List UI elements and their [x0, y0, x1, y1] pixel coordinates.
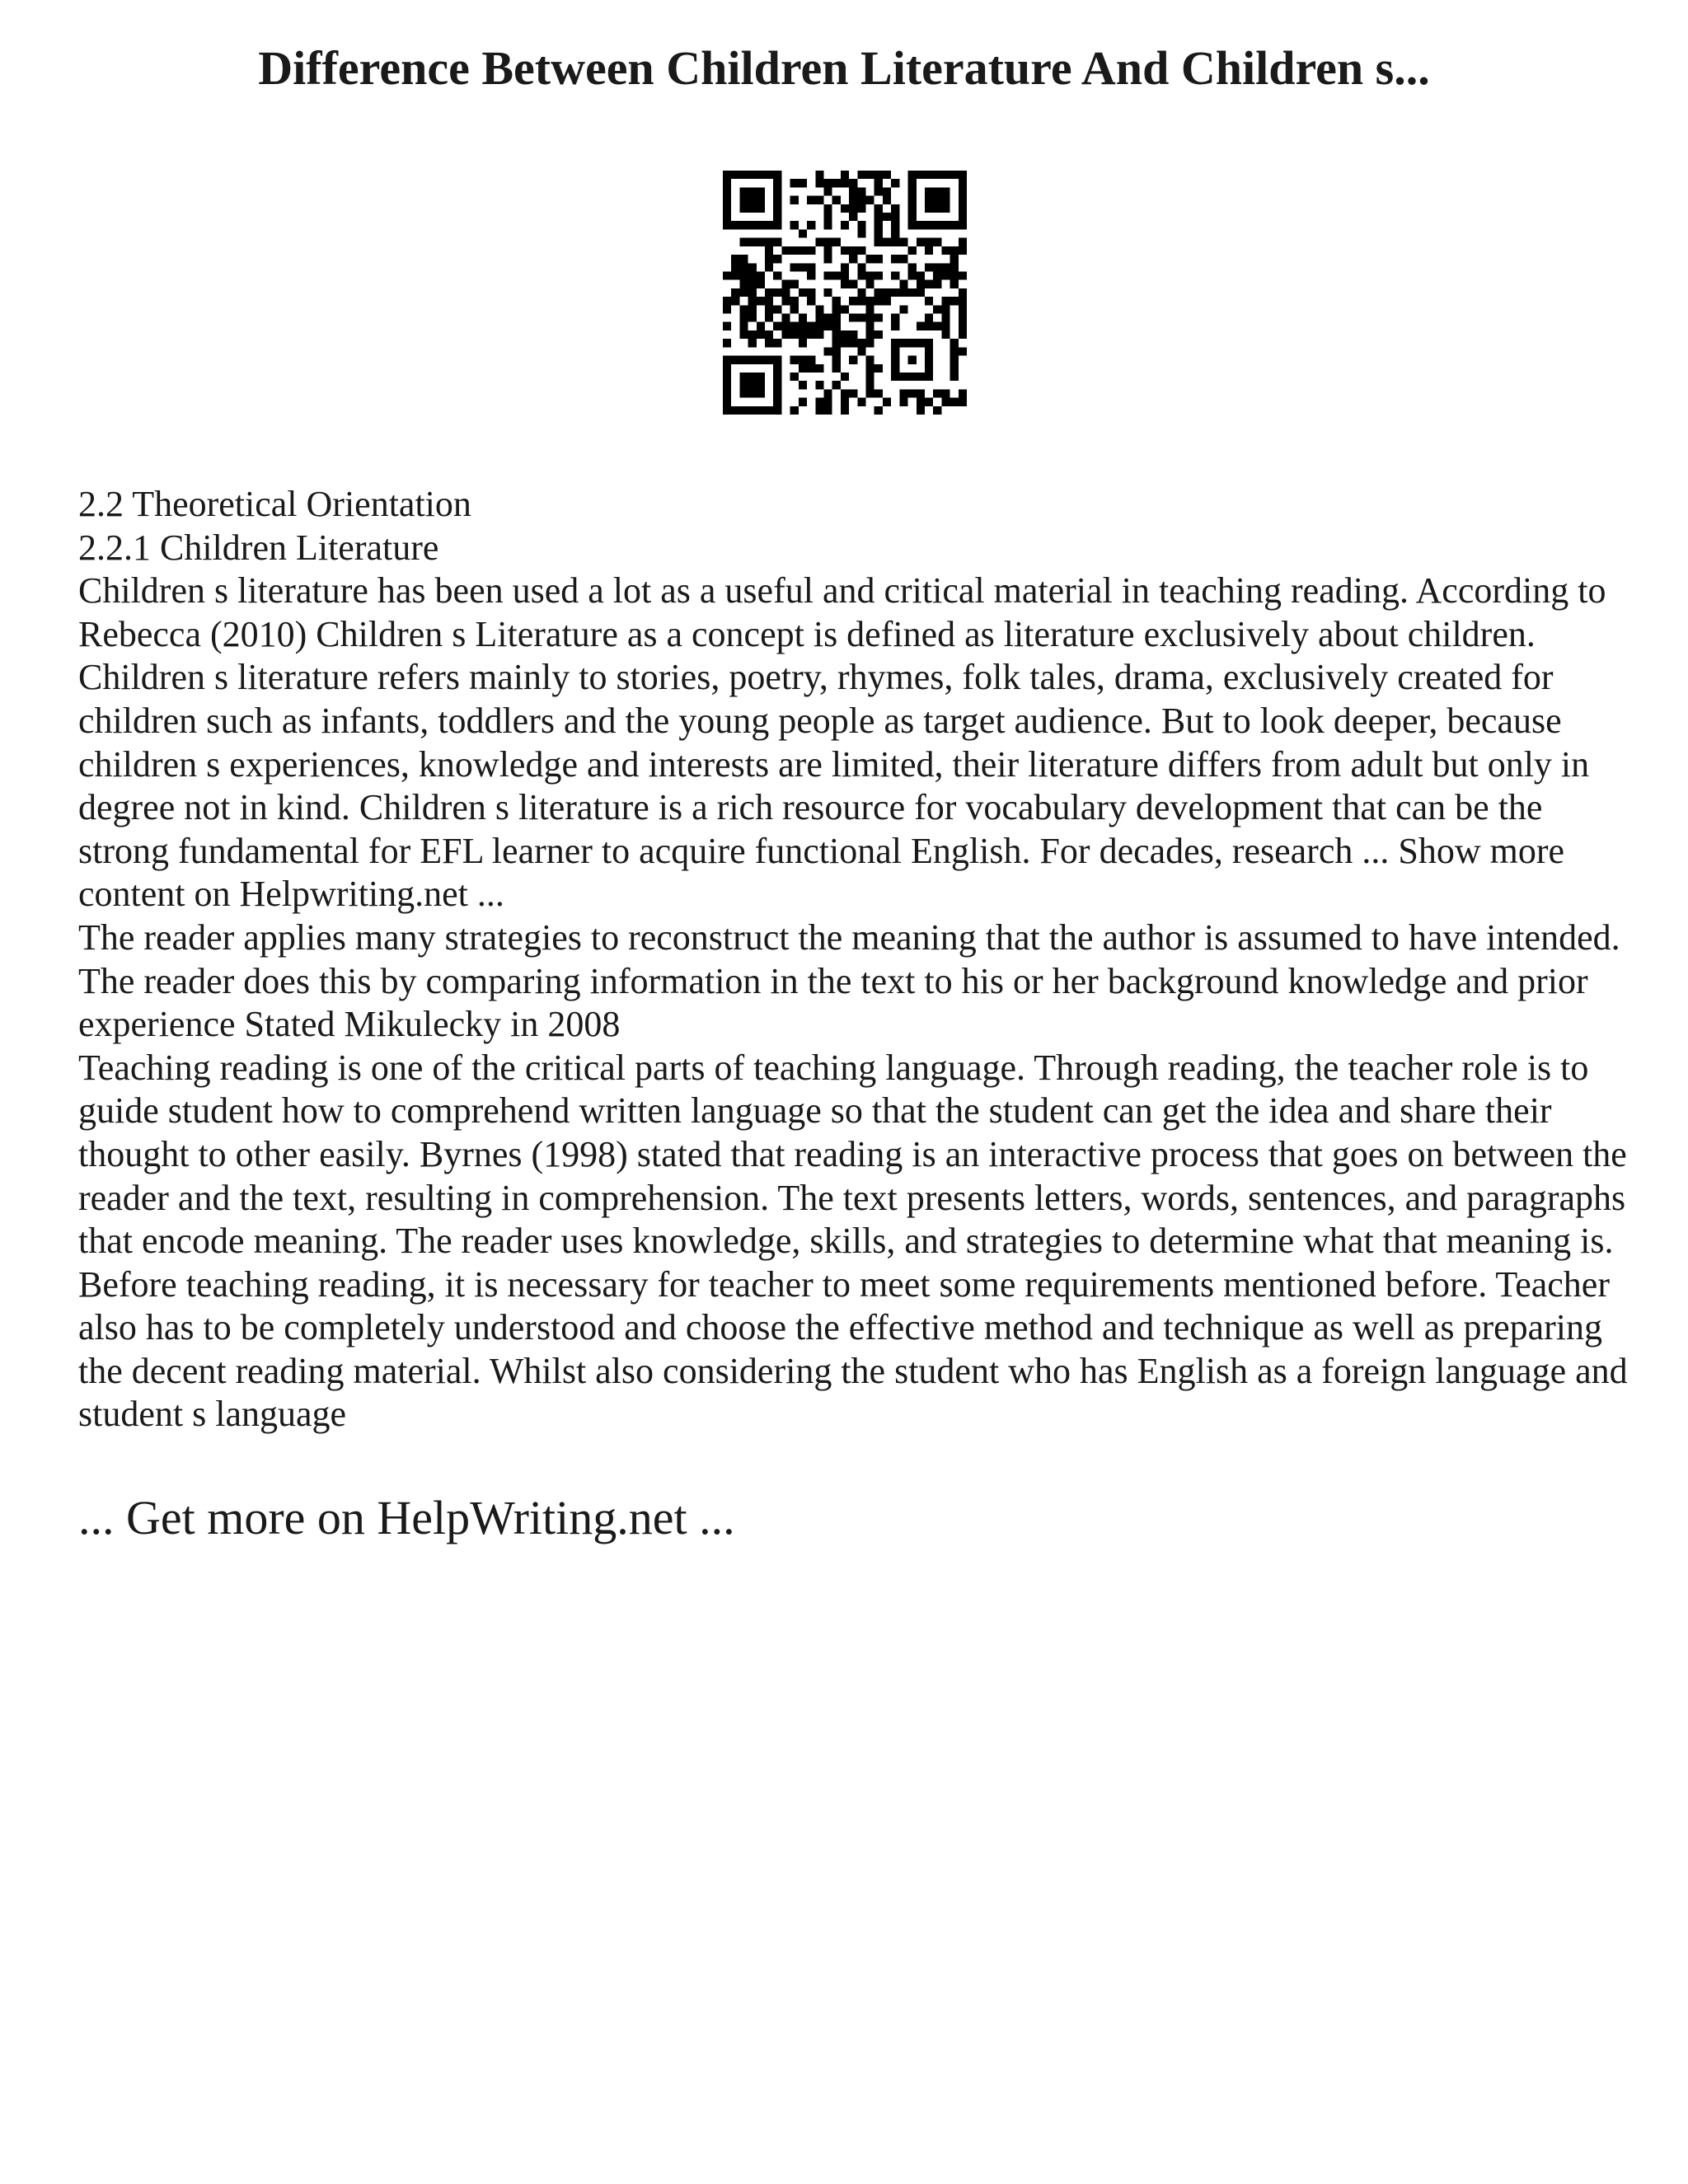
qr-code-icon: [723, 171, 967, 415]
paragraph-1: Children s literature has been used a lot as a useful and critical material in teaching reading. According to Rebecca (2010) Children s Literature as a concept is defined as literature exclusively about children. Children s literature refers mainly to stories, poetry, rhymes, folk tales, drama, exclusively created for children such as infants, toddlers and the young people as target audience. But to look deeper, because children s experiences, knowledge and interests are limited, their literature differs from adult but only in degree not in kind. Children s literature is a rich resource for vocabulary development that can be the strong fundamental for EFL learner to acquire functional English. For decades, research ... Show more content on Helpwriting.net ...: [78, 570, 1606, 915]
paragraph-3: Teaching reading is one of the critical parts of teaching language. Through reading, the teacher role is to guide student how to comprehend written language so that the student can get the idea and share their thought to other easily. Byrnes (1998) stated that reading is an interactive process that goes on between the reader and the text, resulting in comprehension. The text presents letters, words, sentences, and paragraphs that encode meaning. The reader uses knowledge, skills, and strategies to determine what that meaning is. Before teaching reading, it is necessary for teacher to meet some requirements mentioned before. Teacher also has to be completely understood and choose the effective method and technique as well as preparing the decent reading material. Whilst also considering the student who has English as a foreign language and student s language: [78, 1047, 1628, 1435]
article-body: [78, 483, 1628, 1436]
subsection-heading: 2.2.1 Children Literature: [78, 527, 439, 568]
section-heading: 2.2 Theoretical Orientation: [78, 484, 471, 524]
page-title: Difference Between Children Literature And Children s...: [258, 41, 1430, 95]
paragraph-2: The reader applies many strategies to reconstruct the meaning that the author is assumed to have intended. The reader does this by comparing information in the text to his or her background knowledge and prior experience Stated Mikulecky in 2008: [78, 916, 1620, 1045]
qr-code[interactable]: [723, 171, 967, 415]
get-more-link[interactable]: ... Get more on HelpWriting.net ...: [78, 1491, 735, 1544]
